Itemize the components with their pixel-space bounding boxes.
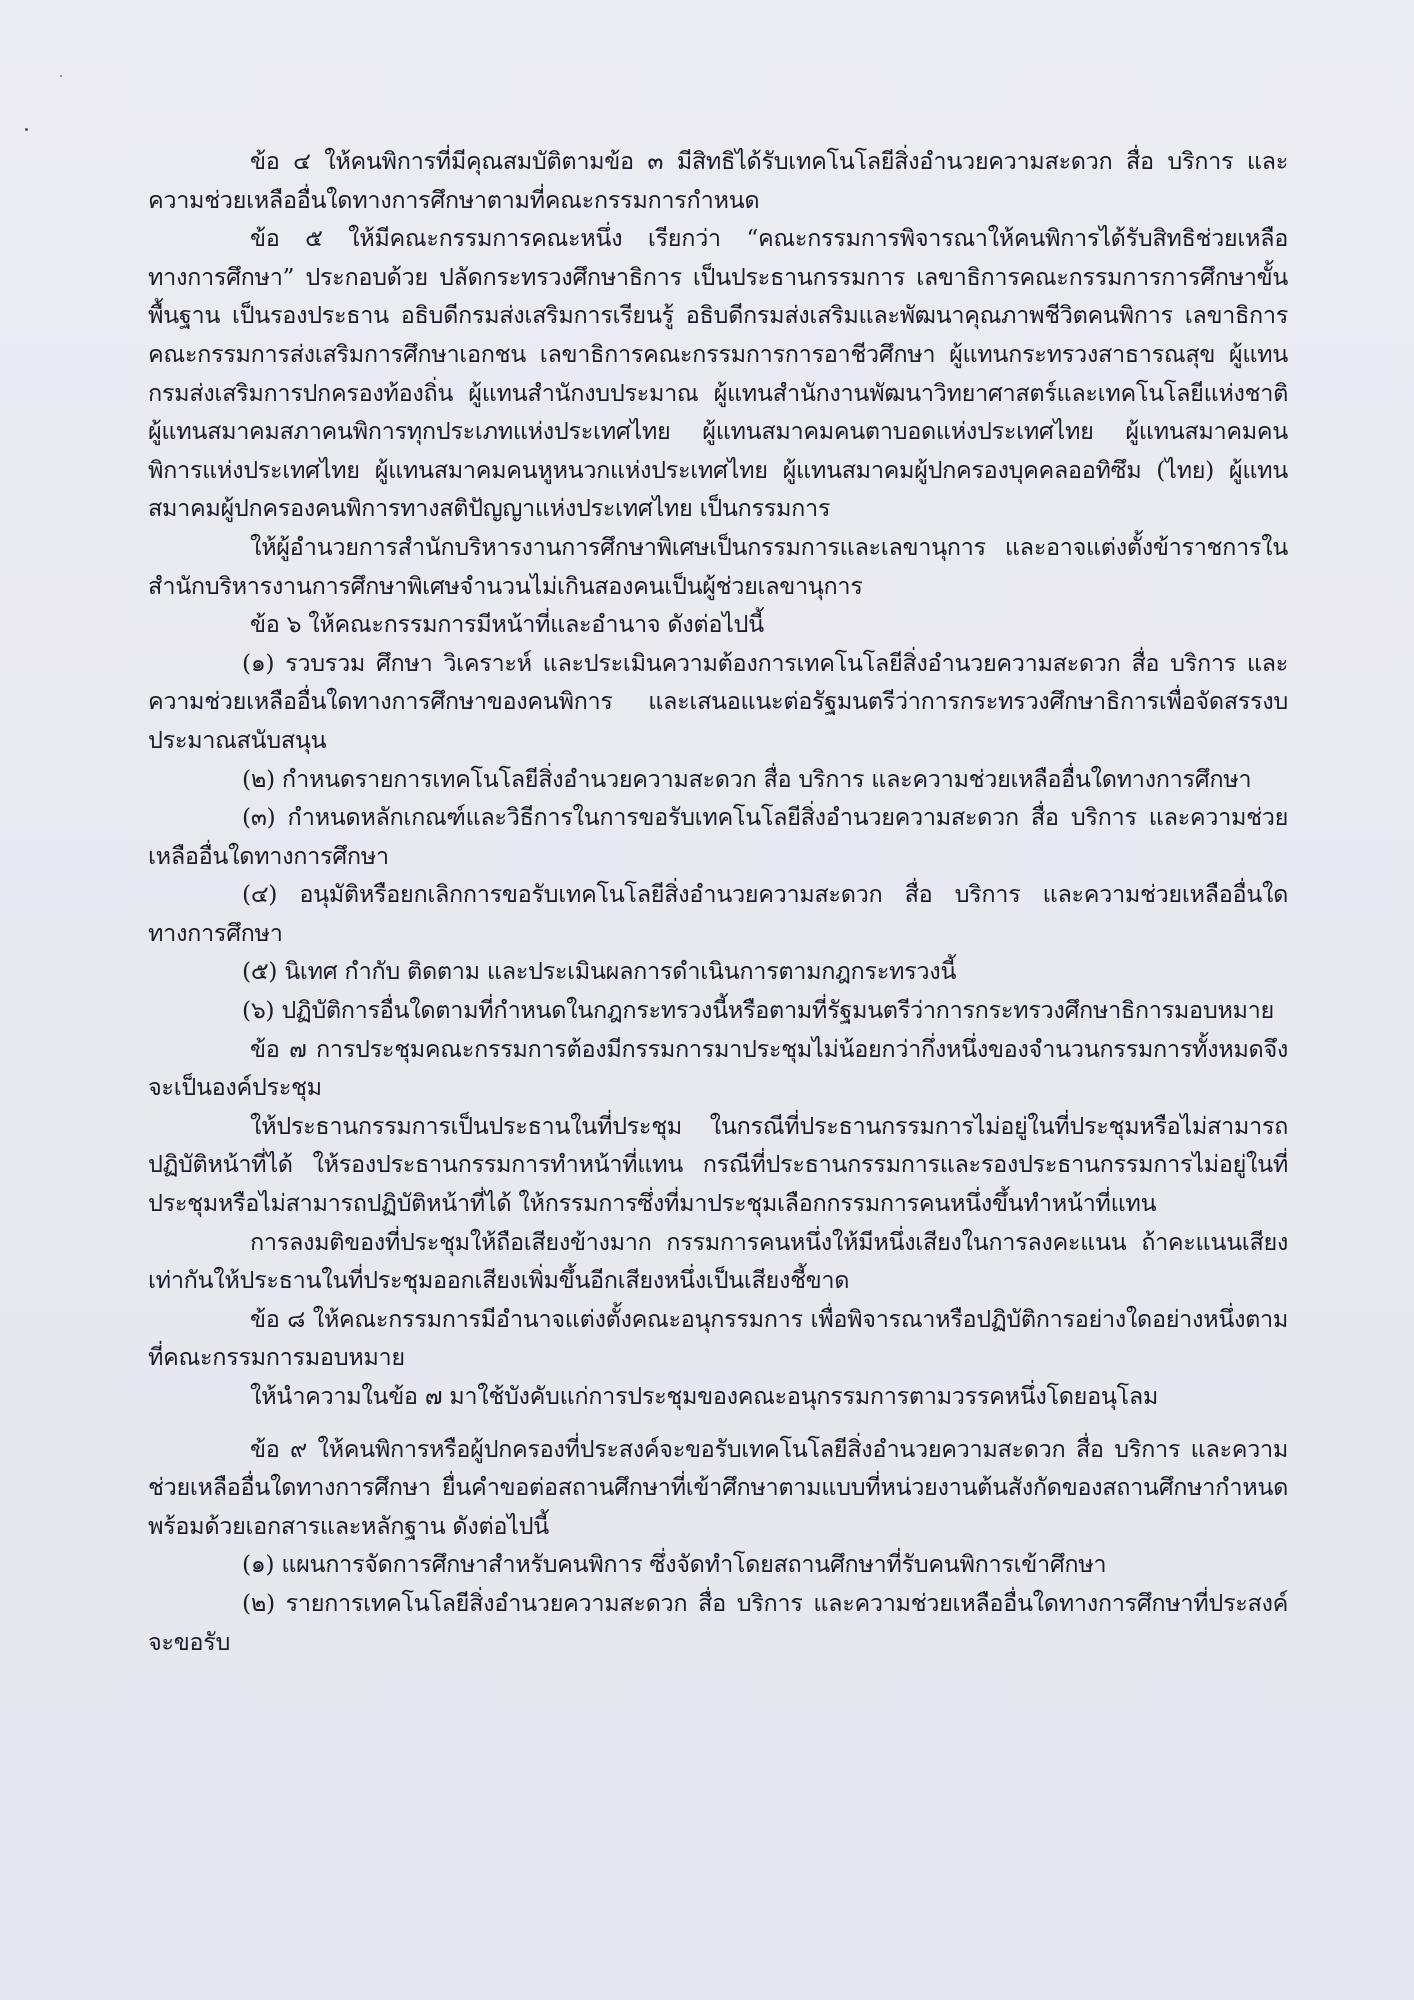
clause-8-apply: ให้นำความในข้อ ๗ มาใช้บังคับแก่การประชุมของคณะอนุกรรมการตามวรรคหนึ่งโดยอนุโลม [250,1382,1159,1410]
clause-7: ข้อ ๗ การประชุมคณะกรรมการต้องมีกรรมการมาประชุมไม่น้อยกว่ากึ่งหนึ่งของจำนวนกรรมการทั้งหมดจึงจะเป็นองค์ประชุม [148,1034,1288,1102]
clause-9-item-2: (๒) รายการเทคโนโลยีสิ่งอำนวยความสะดวก สื่อ บริการ และความช่วยเหลืออื่นใดทางการศึกษาที่ประสงค์จะขอรับ [148,1588,1288,1656]
clause-9: ข้อ ๙ ให้คนพิการหรือผู้ปกครองที่ประสงค์จะขอรับเทคโนโลยีสิ่งอำนวยความสะดวก สื่อ บริการ และความช่วยเหลืออื่นใดทางการศึกษา ยื่นคำขอต่อสถานศึกษาที่เข้าศึกษาตามแบบที่หน่วยงานต้นสังกัดของสถานศึกษากำหนด พร้อมด้วยเอกสารและหลักฐาน ดังต่อไปนี้ [148,1434,1288,1540]
clause-6-item-4: (๔) อนุมัติหรือยกเลิกการขอรับเทคโนโลยีสิ่งอำนวยความสะดวก สื่อ บริการ และความช่วยเหลืออื่นใดทางการศึกษา [148,880,1288,947]
clause-6-item-1: (๑) รวบรวม ศึกษา วิเคราะห์ และประเมินความต้องการเทคโนโลยีสิ่งอำนวยความสะดวก สื่อ บริการ และความช่วยเหลืออื่นใดทางการศึกษาของคนพิการ และเสนอแนะต่อรัฐมนตรีว่าการกระทรวงศึกษาธิการเพื่อจัดสรรงบประมาณสนับสนุน [148,648,1288,754]
clause-6-item-2: (๒) กำหนดรายการเทคโนโลยีสิ่งอำนวยความสะดวก สื่อ บริการ และความช่วยเหลืออื่นใดทางการศึกษา [242,764,1252,793]
clause-7-chair: ให้ประธานกรรมการเป็นประธานในที่ประชุม ในกรณีที่ประธานกรรมการไม่อยู่ในที่ประชุมหรือไม่สามารถปฏิบัติหน้าที่ได้ ให้รองประธานกรรมการทำหน้าที่แทน กรณีที่ประธานกรรมการและรองประธานกรรมการไม่อยู่ในที่ประชุมหรือไม่สามารถปฏิบัติหน้าที่ได้ ให้กรรมการซึ่งที่มาประชุมเลือกกรรมการคนหนึ่งขึ้นทำหน้าที่แทน [148,1111,1288,1218]
clause-6-item-3: (๓) กำหนดหลักเกณฑ์และวิธีการในการขอรับเทคโนโลยีสิ่งอำนวยความสะดวก สื่อ บริการ และความช่วยเหลืออื่นใดทางการศึกษา [148,803,1288,870]
clause-8: ข้อ ๘ ให้คณะกรรมการมีอำนาจแต่งตั้งคณะอนุกรรมการ เพื่อพิจารณาหรือปฏิบัติการอย่างใดอย่างหนึ่งตามที่คณะกรรมการมอบหมาย [148,1304,1288,1372]
clause-5: ข้อ ๕ ให้มีคณะกรรมการคณะหนึ่ง เรียกว่า “คณะกรรมการพิจารณาให้คนพิการได้รับสิทธิช่วยเหลือทางการศึกษา” ประกอบด้วย ปลัดกระทรวงศึกษาธิการ เป็นประธานกรรมการ เลขาธิการคณะกรรมการการศึกษาขั้นพื้นฐาน เป็นรองประธาน อธิบดีกรมส่งเสริมการเรียนรู้ อธิบดีกรมส่งเสริมและพัฒนาคุณภาพชีวิตคนพิการ เลขาธิการคณะกรรมการส่งเสริมการศึกษาเอกชน เลขาธิการคณะกรรมการการอาชีวศึกษา ผู้แทนกระทรวงสาธารณสุข ผู้แทนกรมส่งเสริมการปกครองท้องถิ่น ผู้แทนสำนักงบประมาณ ผู้แทนสำนักงานพัฒนาวิทยาศาสตร์และเทคโนโลยีแห่งชาติ ผู้แทนสมาคมสภาคนพิการทุกประเภทแห่งประเทศไทย ผู้แทนสมาคมคนตาบอดแห่งประเทศไทย ผู้แทนสมาคมคนพิการแห่งประเทศไทย ผู้แทนสมาคมคนหูหนวกแห่งประเทศไทย ผู้แทนสมาคมผู้ปกครองบุคคลออทิซึม (ไทย) ผู้แทนสมาคมผู้ปกครองคนพิการทางสติปัญญาแห่งประเทศไทย เป็นกรรมการ [148,224,1288,523]
clause-7-vote: การลงมติของที่ประชุมให้ถือเสียงข้างมาก กรรมการคนหนึ่งให้มีหนึ่งเสียงในการลงคะแนน ถ้าคะแนนเสียงเท่ากันให้ประธานในที่ประชุมออกเสียงเพิ่มขึ้นอีกเสียงหนึ่งเป็นเสียงชี้ขาด [148,1227,1288,1295]
clause-6-item-5: (๕) นิเทศ กำกับ ติดตาม และประเมินผลการดำเนินการตามกฎกระทรวงนี้ [242,957,957,986]
clause-9-item-1: (๑) แผนการจัดการศึกษาสำหรับคนพิการ ซึ่งจัดทำโดยสถานศึกษาที่รับคนพิการเข้าศึกษา [242,1550,1107,1579]
dust-speck [60,75,62,77]
clause-5-secretary: ให้ผู้อำนวยการสำนักบริหารงานการศึกษาพิเศษเป็นกรรมการและเลขานุการ และอาจแต่งตั้งข้าราชการในสำนักบริหารงานการศึกษาพิเศษจำนวนไม่เกินสองคนเป็นผู้ช่วยเลขานุการ [148,532,1288,600]
clause-6: ข้อ ๖ ให้คณะกรรมการมีหน้าที่และอำนาจ ดังต่อไปนี้ [250,610,764,639]
clause-6-item-6: (๖) ปฏิบัติการอื่นใดตามที่กำหนดในกฎกระทรวงนี้หรือตามที่รัฐมนตรีว่าการกระทรวงศึกษาธิการมอบหมาย [242,996,1274,1025]
clause-4: ข้อ ๔ ให้คนพิการที่มีคุณสมบัติตามข้อ ๓ มีสิทธิได้รับเทคโนโลยีสิ่งอำนวยความสะดวก สื่อ บริการ และความช่วยเหลืออื่นใดทางการศึกษาตามที่คณะกรรมการกำหนด [148,147,1288,214]
document-body [148,142,1288,1661]
dust-speck [25,128,28,131]
